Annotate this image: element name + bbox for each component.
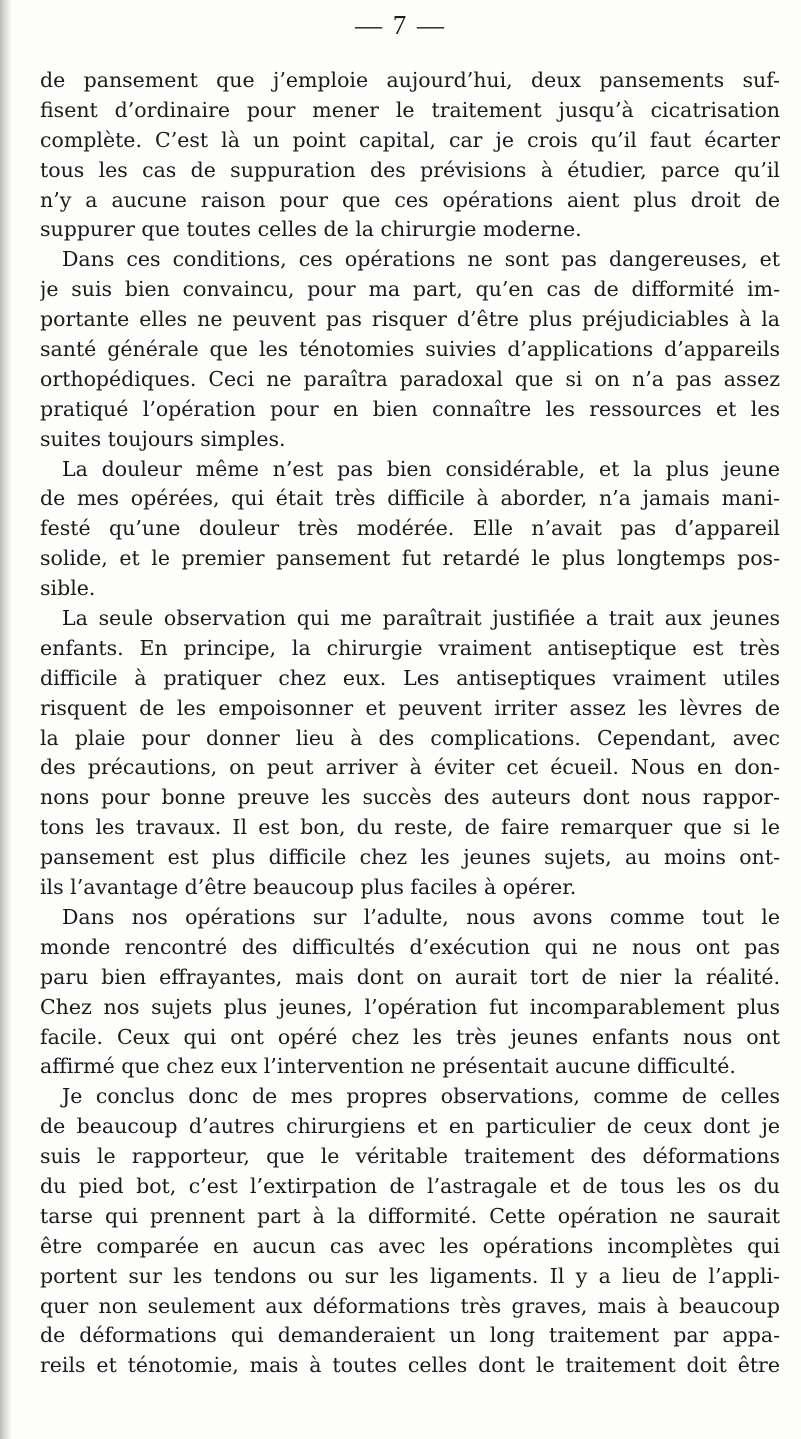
text-line: pratiqué l’opération pour en bien connaître les ressources et les [40, 396, 780, 421]
page-number: — 7 — [355, 10, 446, 40]
text-line: portante elles ne peuvent pas risquer d’être plus préjudiciables à la [40, 307, 780, 332]
text-line: n’y a aucune raison pour que ces opérations aient plus droit de [40, 187, 780, 212]
text-line: de déformations qui demanderaient un long traitement par appa- [40, 1323, 780, 1348]
text-line: de beaucoup d’autres chirurgiens et en particulier de ceux dont je [40, 1114, 780, 1139]
text-line: tarse qui prennent part à la difformité. Cette opération ne saurait [40, 1203, 780, 1228]
body-text [40, 66, 780, 1381]
text-line: santé générale que les ténotomies suivies d’applications d’appareils [40, 337, 780, 362]
text-line: tous les cas de suppuration des prévisions à étudier, parce qu’il [40, 157, 780, 182]
text-line: paru bien effrayantes, mais dont on aurait tort de nier la réalité. [40, 964, 780, 989]
text-line: des précautions, on peut arriver à éviter cet écueil. Nous en don- [40, 755, 780, 780]
text-line: Je conclus donc de mes propres observations, comme de celles [62, 1084, 780, 1109]
text-line: solide, et le premier pansement fut retardé le plus longtemps pos- [40, 546, 780, 571]
text-line: portent sur les tendons ou sur les ligaments. Il y a lieu de l’appli- [40, 1263, 780, 1288]
text-line: facile. Ceux qui ont opéré chez les très jeunes enfants nous ont [40, 1024, 780, 1049]
text-line: enfants. En principe, la chirurgie vraiment antiseptique est très [40, 635, 780, 660]
text-line: monde rencontré des difficultés d’exécution qui ne nous ont pas [40, 934, 780, 959]
text-line: suppurer que toutes celles de la chirurgie moderne. [40, 217, 582, 242]
text-line: sible. [40, 576, 96, 601]
text-line: la plaie pour donner lieu à des complications. Cependant, avec [40, 725, 780, 750]
text-line: ils l’avantage d’être beaucoup plus faciles à opérer. [40, 875, 577, 900]
text-line: fisent d’ordinaire pour mener le traitement jusqu’à cicatrisation [40, 97, 780, 122]
text-line: pansement est plus difficile chez les jeunes sujets, au moins ont- [40, 845, 780, 870]
text-line: La seule observation qui me paraîtrait justifiée a trait aux jeunes [62, 606, 780, 631]
text-line: Chez nos sujets plus jeunes, l’opération fut incomparablement plus [40, 994, 780, 1019]
text-line: complète. C’est là un point capital, car je crois qu’il faut écarter [40, 127, 780, 152]
text-line: suis le rapporteur, que le véritable traitement des déformations [40, 1144, 780, 1169]
text-line: Dans nos opérations sur l’adulte, nous avons comme tout le [62, 904, 780, 929]
text-line: reils et ténotomie, mais à toutes celles dont le traitement doit être [40, 1353, 780, 1378]
text-line: nons pour bonne preuve les succès des auteurs dont nous rappor- [40, 785, 780, 810]
text-line: suites toujours simples. [40, 426, 286, 451]
text-line: festé qu’une douleur très modérée. Elle n’avait pas d’appareil [40, 516, 780, 541]
text-line: difficile à pratiquer chez eux. Les antiseptiques vraiment utiles [40, 665, 780, 690]
text-line: affirmé que chez eux l’intervention ne présentait aucune difficulté. [40, 1054, 736, 1079]
text-line: être comparée en aucun cas avec les opérations incomplètes qui [40, 1233, 780, 1258]
text-line: de mes opérées, qui était très difficile à aborder, n’a jamais mani- [40, 486, 780, 511]
text-line: tons les travaux. Il est bon, du reste, de faire remarquer que si le [40, 815, 780, 840]
text-line: risquent de les empoisonner et peuvent irriter assez les lèvres de [40, 695, 780, 720]
text-line: je suis bien convaincu, pour ma part, qu’en cas de difformité im- [40, 277, 780, 302]
text-line: quer non seulement aux déformations très graves, mais à beaucoup [40, 1293, 780, 1318]
text-line: de pansement que j’emploie aujourd’hui, deux pansements suf- [40, 68, 780, 92]
binding-shadow [0, 0, 12, 1439]
text-line: orthopédiques. Ceci ne paraîtra paradoxal que si on n’a pas assez [40, 366, 780, 391]
text-line: du pied bot, c’est l’extirpation de l’astragale et de tous les os du [40, 1173, 780, 1198]
text-line: La douleur même n’est pas bien considérable, et la plus jeune [62, 456, 780, 481]
text-line: Dans ces conditions, ces opérations ne sont pas dangereuses, et [62, 247, 780, 272]
